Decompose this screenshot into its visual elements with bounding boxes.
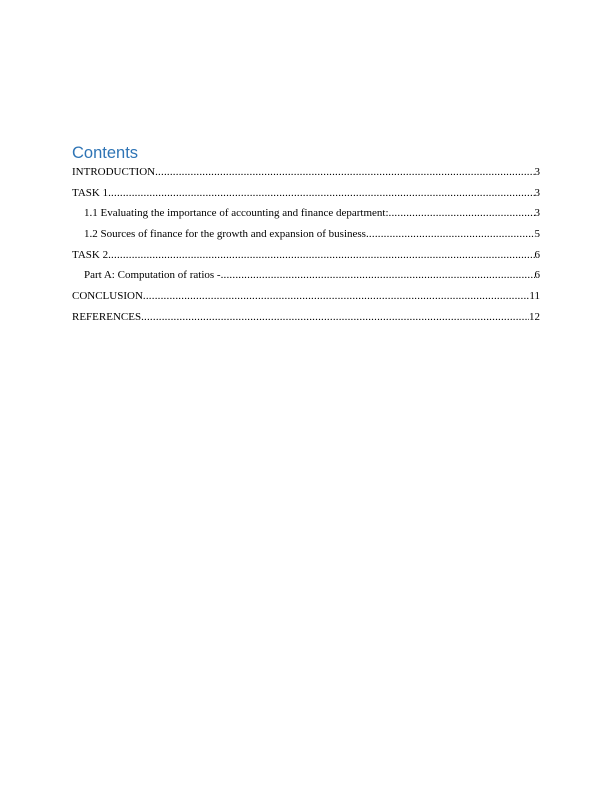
toc-page-number: 3: [534, 186, 540, 199]
toc-entry-text: 1.2 Sources of finance for the growth and expansion of business: [84, 228, 366, 241]
toc-entry-text: CONCLUSION: [72, 290, 143, 303]
toc-page-number: 3: [534, 166, 540, 178]
toc-dot-leader: [108, 186, 534, 200]
toc-entry-task-2[interactable]: [72, 248, 540, 269]
toc-title: Contents: [72, 144, 139, 162]
toc-dot-leader: [141, 310, 529, 324]
toc-entry-text: 1.1 Evaluating the importance of accounting and finance department:: [84, 207, 389, 220]
toc-dot-leader: [366, 227, 535, 241]
toc-entry-references[interactable]: [72, 310, 540, 331]
toc-entry-task-1[interactable]: [72, 186, 540, 207]
toc-dot-leader: [155, 165, 534, 179]
toc-page-number: 11: [529, 290, 540, 303]
toc-entry-text: Part A: Computation of ratios -: [84, 269, 221, 282]
toc-page-number: 12: [529, 310, 540, 323]
toc-entry-text: INTRODUCTION: [72, 166, 156, 178]
toc-page-number: 5: [534, 228, 540, 241]
toc-entry-1-1[interactable]: [72, 206, 540, 227]
toc-dot-leader: [389, 206, 535, 220]
toc-entry-text: TASK 2: [72, 248, 109, 261]
table-of-contents: [72, 165, 540, 331]
toc-page-number: 6: [534, 248, 540, 261]
toc-dot-leader: [108, 248, 534, 262]
toc-dot-leader: [221, 268, 535, 282]
toc-entry-conclusion[interactable]: [72, 289, 540, 310]
toc-entry-part-a[interactable]: [72, 268, 540, 289]
toc-dot-leader: [143, 289, 530, 303]
toc-entry-introduction[interactable]: [72, 165, 540, 186]
toc-entry-1-2[interactable]: [72, 227, 540, 248]
toc-page-number: 3: [534, 207, 540, 220]
toc-page-number: 6: [534, 269, 540, 282]
toc-entry-text: TASK 1: [72, 186, 109, 199]
toc-entry-text: REFERENCES: [72, 310, 142, 323]
